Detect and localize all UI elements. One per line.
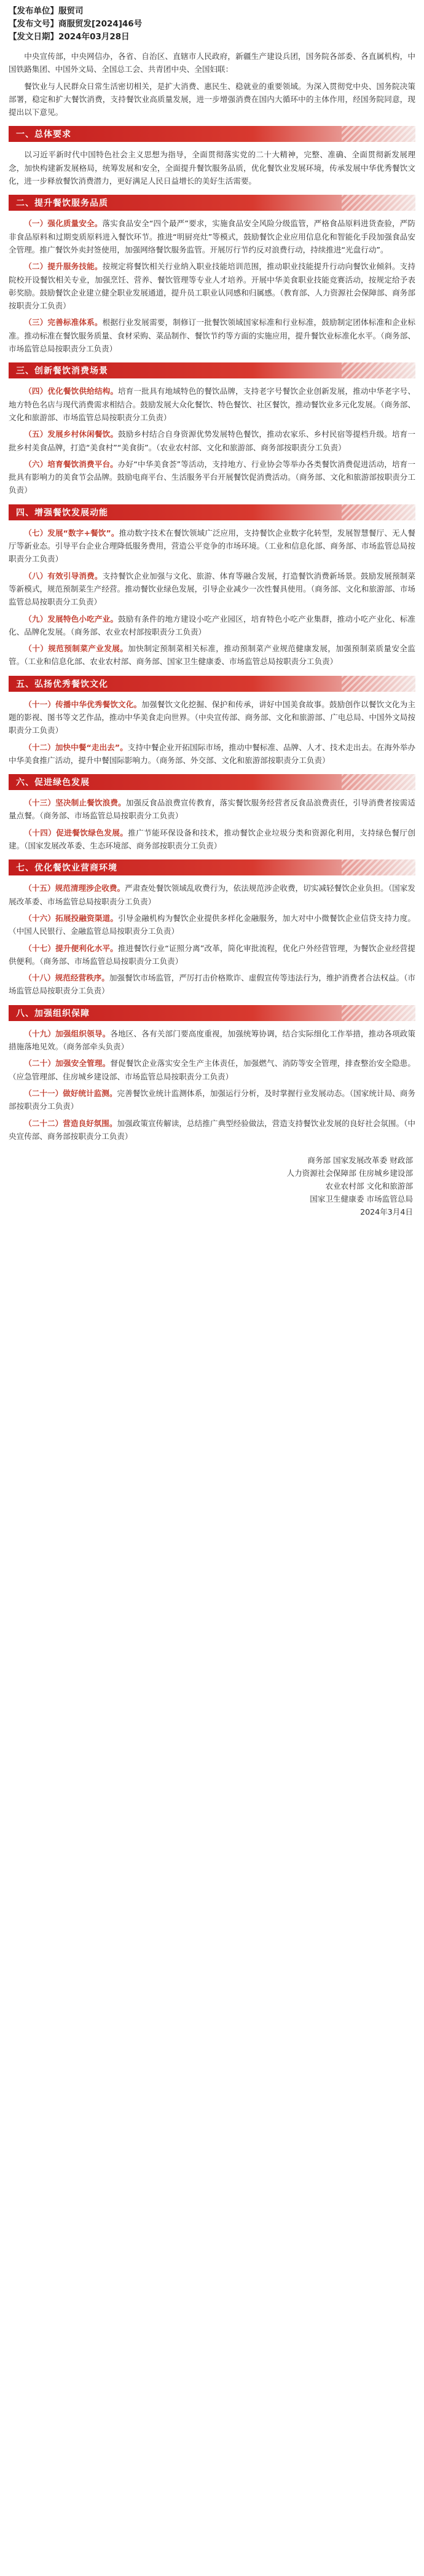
heading-stripe-decoration [342,362,415,378]
item-title: （十一）传播中华优秀餐饮文化。 [24,699,142,709]
signature-date: 2024年3月4日 [360,1207,413,1217]
meta-doc-number: 【发布文号】商服贸发[2024]46号 [9,19,143,29]
addressee: 中央宣传部，中央网信办，各省、自治区、直辖市人民政府，新疆生产建设兵团，国务院各部委、各直属机构，中国铁路集团、中国外文局、全国总工会、共青团中央、全国妇联： [9,52,415,74]
item-text: 加强餐饮市场监管，严厉打击价格欺诈、虚假宣传等违法行为，维护消费者合法权益。（市场监管总局按职责分工负责） [9,973,416,996]
section-item-paragraph [9,148,415,187]
heading-stripe-decoration [342,195,415,211]
section-heading: 三、创新餐饮消费场景 [16,366,108,377]
item-title: （十四）促进餐饮绿色发展。 [24,828,128,837]
item-text: 引导金融机构为餐饮企业提供多样化金融服务，加大对中小微餐饮企业信贷支持力度。（中国人民银行、金融监管总局按职责分工负责） [9,913,416,936]
section-item-paragraph [9,1117,415,1143]
item-title: （八）有效引导消费。 [24,571,103,581]
section-item-paragraph [9,613,415,639]
section-item-paragraph [9,527,415,566]
item-title: （六）培育餐饮消费平台。 [24,459,118,469]
item-title: （二十一）做好统计监测。 [24,1088,117,1098]
item-text: 加强政策宣传解读，总结推广典型经验做法，营造支持餐饮业发展的良好社会氛围。（中央宣传部、商务部按职责分工负责） [9,1118,416,1141]
signatory-line: 人力资源社会保障部 住房城乡建设部 [286,1169,413,1178]
item-title: （十五）规范清理涉企收费。 [24,883,125,893]
item-text: 严肃查处餐饮领域乱收费行为，依法规范涉企收费，切实减轻餐饮企业负担。（国家发展改革委、市场监管总局按职责分工负责） [9,883,416,906]
item-text: 根据行业发展需要，制修订一批餐饮领域国家标准和行业标准，鼓励制定团体标准和企业标准。推动标准在餐饮服务质量、食材采购、菜品制作、餐饮节约等方面的实施应用，提升餐饮业标准化水平。（商务部、市场监管总局按职责分工负责） [9,318,416,354]
item-title: （一）强化质量安全。 [24,219,103,229]
item-text: 加强反食品浪费宣传教育，落实餐饮服务经营者反食品浪费责任，引导消费者按需适量点餐。（商务部、市场监管总局按职责分工负责） [9,798,416,821]
section-item-paragraph [9,642,415,668]
section-item-paragraph [9,826,415,853]
item-title: （二十）加强安全管理。 [24,1059,111,1068]
heading-stripe-decoration [342,774,415,790]
item-text: 督促餐饮企业落实安全生产主体责任，加强燃气、消防等安全管理，排查整治安全隐患。（应急管理部、住房城乡建设部、市场监管总局按职责分工负责） [9,1059,416,1081]
item-text: 加快制定预制菜相关标准，推动预制菜产业规范健康发展，加强预制菜质量安全监管。（工业和信息化部、农业农村部、商务部、国家卫生健康委、市场监管总局按职责分工负责） [9,644,416,667]
document-page [0,0,424,1231]
item-title: （十九）加强组织领导。 [24,1028,111,1038]
section-heading: 八、加强组织保障 [16,1008,90,1019]
heading-stripe-decoration [342,859,415,875]
signatory-line: 商务部 国家发展改革委 财政部 [307,1156,413,1165]
meta-date: 【发文日期】2024年03月28日 [9,32,130,42]
item-title: （十三）坚决制止餐饮浪费。 [24,798,126,808]
section-item-paragraph [9,316,415,355]
section-item-paragraph [9,428,415,454]
meta-publisher: 【发布单位】服贸司 [9,6,84,16]
item-text: 推动数字技术在餐饮领域广泛应用，支持餐饮企业数字化转型，发展智慧餐厅、无人餐厅等新业态。引导平台企业合理降低服务费用，营造公平竞争的市场环境。（工业和信息化部、商务部、市场监管总局按职责分工负责） [9,528,416,564]
section-item-paragraph [9,385,415,424]
section-heading-bar [9,774,415,790]
section-item-paragraph [9,971,415,998]
item-text: 推进餐饮行业“证照分离”改革，简化审批流程，优化户外经营管理，为餐饮企业经营提供便利。（商务部、市场监管总局按职责分工负责） [9,943,415,966]
section-item-paragraph [9,1027,415,1054]
item-title: （十八）规范经营秩序。 [24,973,109,983]
section-heading-bar [9,859,415,875]
section-item-paragraph [9,570,415,609]
section-heading: 二、提升餐饮服务品质 [16,198,108,209]
section-heading: 六、促进绿色发展 [16,778,90,788]
section-item-paragraph [9,912,415,938]
section-heading: 四、增强餐饮发展动能 [16,507,108,518]
signature-block [9,1154,415,1218]
item-title: （十七）提升便利化水平。 [24,943,118,953]
section-item-paragraph [9,260,415,312]
item-title: （四）优化餐饮供给结构。 [24,386,119,396]
item-title: （三）完善标准体系。 [24,318,103,327]
section-item-paragraph [9,698,415,737]
item-title: （十二）加快中餐“走出去”。 [24,742,128,752]
item-text: 鼓励乡村结合自身资源优势发展特色餐饮，推动农家乐、乡村民宿等提档升级。培育一批乡村美食品牌，打造“美食村”“美食街”。（农业农村部、文化和旅游部、商务部按职责分工负责） [9,429,416,452]
item-text: 支持餐饮企业加强与文化、旅游、体育等融合发展，打造餐饮消费新场景。鼓励发展预制菜等新模式，规范预制菜生产经营。推动餐饮业绿色发展，引导企业减少一次性餐具使用。（商务部、文化和旅游部、市场监管总局按职责分工负责） [9,571,416,607]
section-item-paragraph [9,882,415,908]
item-text: 落实食品安全“四个最严”要求，实施食品安全风险分级监管，严格食品原料进货查验，严防非食品原料和过期变质原料进入餐饮环节。推进“明厨亮灶”等模式，鼓励餐饮企业应用信息化和智能化手段加强食品安全管理。推广餐饮外卖封签使用，加强网络餐饮服务监管。开展厉行节约反对浪费行动，持续推进“光盘行动”。 [9,219,415,254]
section-item-paragraph [9,796,415,823]
section-heading: 七、优化餐饮业营商环境 [16,863,117,874]
section-item-paragraph [9,741,415,767]
heading-stripe-decoration [342,126,415,142]
item-text: 鼓励有条件的地方建设小吃产业园区，培育特色小吃产业集群，推动小吃产业化、标准化、品牌化发展。（商务部、农业农村部按职责分工负责） [9,614,416,636]
section-item-paragraph [9,217,415,256]
item-text: 培育一批具有地域特色的餐饮品牌，支持老字号餐饮企业创新发展，推动中华老字号、地方特色名店与现代消费需求相结合。鼓励发展大众化餐饮、特色餐饮、社区餐饮，推动餐饮业多元化发展。（商务部、文化和旅游部、市场监管总局按职责分工负责） [9,386,416,422]
section-heading-bar [9,362,415,378]
sections-container [9,126,415,1143]
item-title: （五）发展乡村休闲餐饮。 [24,429,119,439]
item-title: （二）提升服务技能。 [24,262,103,272]
section-heading-bar [9,676,415,692]
heading-stripe-decoration [342,1005,415,1021]
meta-block [9,5,415,44]
item-text: 推广节能环保设备和技术，推动餐饮企业垃圾分类和资源化利用，支持绿色餐厅创建。（国家发展改革委、生态环境部、商务部按职责分工负责） [9,828,416,851]
intro-paragraph: 餐饮业与人民群众日常生活密切相关，是扩大消费、惠民生、稳就业的重要领域。为深入贯彻党中央、国务院决策部署，稳定和扩大餐饮消费，支持餐饮业高质量发展，进一步增强消费在国内大循环中的主体作用，经国务院同意，现提出以下意见。 [9,81,415,117]
item-title: （九）发展特色小吃产业。 [24,614,119,624]
item-title: （十六）拓展投融资渠道。 [24,913,119,923]
item-text: 各地区、各有关部门要高度重视，加强统筹协调，结合实际细化工作举措，推动各项政策措施落地见效。（商务部牵头负责） [9,1028,416,1052]
item-title: （七）发展“数字+餐饮”。 [24,528,119,538]
heading-stripe-decoration [342,676,415,692]
item-text: 按规定将餐饮相关行业纳入职业技能培训范围，推动职业技能提升行动向餐饮业倾斜。支持院校开设餐饮相关专业，加强烹饪、营养、餐饮管理等专业人才培养。开展中华美食职业技能竞赛活动，按规定给予表彰奖励。鼓励餐饮企业建立健全职业发展通道，提升员工职业认同感和归属感。（教育部、人力资源社会保障部、商务部按职责分工负责） [9,262,416,311]
item-title: （二十二）营造良好氛围。 [24,1118,117,1128]
section-heading: 一、总体要求 [16,130,71,140]
item-text: 加强餐饮文化挖掘、保护和传承，讲好中国美食故事。鼓励创作以餐饮文化为主题的影视、图书等文艺作品，推动中华美食走向世界。（中央宣传部、商务部、文化和旅游部、广电总局、中国外文局按职责分工负责） [9,699,416,735]
section-heading-bar [9,504,415,520]
section-item-paragraph [9,1057,415,1083]
signatory-line: 国家卫生健康委 市场监管总局 [310,1194,413,1204]
section-heading-bar [9,1005,415,1021]
item-text: 以习近平新时代中国特色社会主义思想为指导，全面贯彻落实党的二十大精神，完整、准确、全面贯彻新发展理念，加快构建新发展格局，统筹发展和安全，全面提升餐饮服务品质，优化餐饮业发展环境，传承发展中华优秀餐饮文化，进一步释放餐饮消费潜力，更好满足人民日益增长的美好生活需要。 [9,150,415,186]
item-text: 完善餐饮业统计监测体系，加强运行分析，及时掌握行业发展动态。（国家统计局、商务部按职责分工负责） [9,1088,416,1111]
section-heading-bar [9,126,415,142]
item-text: 办好“中华美食荟”等活动，支持地方、行业协会等举办各类餐饮消费促进活动，培育一批具有影响力的美食节会品牌。鼓励电商平台、生活服务平台开展餐饮促消费活动。（商务部、文化和旅游部按职责分工负责） [9,459,415,495]
section-item-paragraph [9,1087,415,1113]
signatory-line: 农业农村部 文化和旅游部 [325,1181,413,1191]
section-heading-bar [9,195,415,211]
heading-stripe-decoration [342,504,415,520]
item-text: 支持中餐企业开拓国际市场，推动中餐标准、品牌、人才、技术走出去。在海外举办中华美食推广活动，提升中餐国际影响力。（商务部、外交部、文化和旅游部按职责分工负责） [9,742,415,765]
section-item-paragraph [9,458,415,497]
section-item-paragraph [9,942,415,968]
item-title: （十）规范预制菜产业发展。 [24,644,128,654]
section-heading: 五、弘扬优秀餐饮文化 [16,679,108,689]
